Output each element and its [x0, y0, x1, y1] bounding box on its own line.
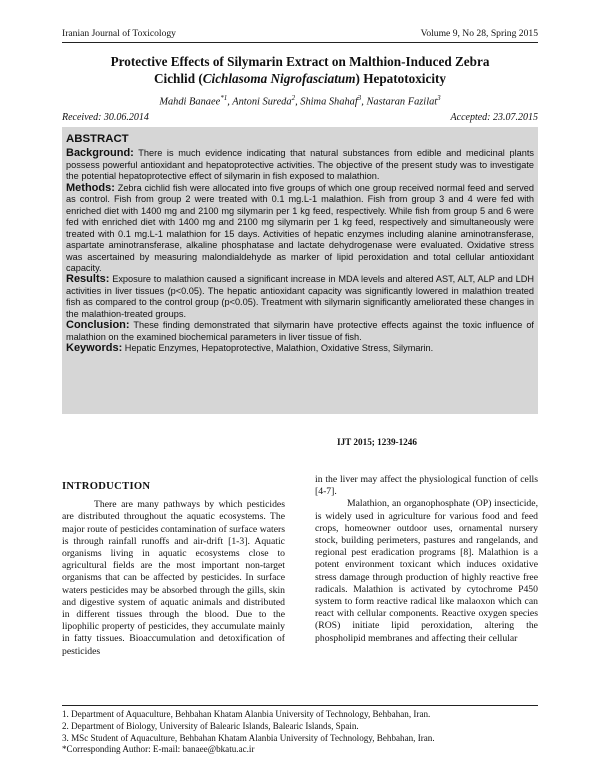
- title-line-2: Cichlid (Cichlasoma Nigrofasciatum) Hepatotoxicity: [154, 71, 446, 86]
- abstract-conclusion: Conclusion: These finding demonstrated that silymarin have protective effects against the toxic influence of malathion on the examined biochemical parameters in liver tissue of fish.: [66, 319, 534, 342]
- abstract-keywords: Keywords: Hepatic Enzymes, Hepatoprotective, Malathion, Oxidative Stress, Silymarin.: [66, 342, 434, 355]
- abstract-background: Background: There is much evidence indicating that natural substances from edible and medicinal plants possess powerful antioxidant and hepatoprotective activities. The objective of the present study was to investigate the potential hepatoprotective effect of silymarin in fish exposed to malathion.: [66, 147, 534, 182]
- intro-paragraph: There are many pathways by which pesticides are distributed throughout the aquatic ecosystems. The major route of pesticides contamination of surface waters is through rainfall runoffs and air-drift [1-3]. Aquatic organisms living in aquatic ecosystems close to agricultural fields are the most important non-target organisms that can be affected by pesticides. In surface waters pesticides may be absorbed through the gills, skin and digestive system of aquatic animals and distributed in different tissues through the blood. Due to the lipophilic property of pesticides, they accumulate mainly in fatty tissues. Bioaccumulation and detoxification of pesticides: [62, 499, 285, 657]
- paper-title: [62, 53, 538, 87]
- footnote-divider: [62, 705, 538, 706]
- abstract-results: Results: Exposure to malathion caused a significant increase in MDA levels and altered AST, ALT, ALP and LDH activities in liver tissues (p<0.05). The hepatic antioxidant capacity was significantly lowered in malathion treated fish as compared to the control group (p<0.05). Treatment with silymarin significantly ameliorated these changes in the malathion-treated groups.: [66, 273, 534, 319]
- left-column: [62, 474, 285, 658]
- title-line-1: Protective Effects of Silymarin Extract on Malthion-Induced Zebra: [110, 54, 490, 69]
- author-list: Mahdi Banaee$^{*1}$, Antoni Sureda$^2$, Shima Shahaf$^3$, Nastaran Fazilat$^3$: [159, 94, 441, 108]
- citation-line: IJT 2015; 1239-1246: [337, 437, 417, 447]
- footnote: 3. MSc Student of Aquaculture, Behbahan Khatam Alanbia University of Technology, Behbahan, Iran.: [62, 732, 435, 743]
- author: Nastaran Fazilat: [366, 96, 438, 108]
- author: Shima Shahaf: [300, 96, 358, 108]
- abstract-box: [62, 127, 538, 414]
- author: Antoni Sureda: [232, 96, 292, 108]
- footnotes: [62, 709, 542, 756]
- abstract-heading: ABSTRACT: [66, 133, 129, 145]
- footnote: 1. Department of Aquaculture, Behbahan Khatam Alanbia University of Technology, Behbahan, Iran.: [62, 709, 431, 719]
- malathion-paragraph: Malathion, an organophosphate (OP) insecticide, is widely used in agriculture for various food and feed crops, homeowner outdoor uses, ornamental nursery stock, building perimeters, pastures and rangelands, and regional pest eradication programs [8]. Malathion is a potent environment toxicant which induces oxidative stress damage through production of highly reactive free radicals. Malathion is activated by cytochrome P450 system to form reactive radical like malaoxon which can react with cellular components. Reactive oxygen species (ROS) initiate lipid peroxidation, altering the phospholipid membranes and affecting their cellular: [315, 498, 538, 644]
- volume-info: Volume 9, No 28, Spring 2015: [420, 28, 538, 39]
- right-column: [315, 474, 538, 645]
- abstract-methods: Methods: Zebra cichlid fish were allocated into five groups of which one group received normal feed and served as control. Fish from group 2 were treated with 0.1 mg.L-1 malathion. Fish from group 3 and 4 were fed with enriched diet with 1400 mg and 2100 mg silymarin per 1 kg feed, respectively. While fish from group 5 and 6 were fed with enriched diet with 1400 mg and 2100 mg silymarin per 1 kg feed, respectively and simultaneously were treated with 0.1 mg.L-1 malathion for 15 days. Activities of hepatic enzymes including alanine aminotransferase, aspartate aminotransferase, alkaline phosphatase and lactate dehydrogenase were evaluated. Oxidative stress was ascertained by measuring malondialdehyde as marker of lipid peroxidation and total cellular antioxidant capacity.: [66, 181, 534, 273]
- journal-name: Iranian Journal of Toxicology: [62, 28, 176, 39]
- species-name: Cichlasoma Nigrofasciatum: [202, 71, 356, 86]
- continued-paragraph: in the liver may affect the physiological function of cells [4-7].: [315, 474, 538, 498]
- corresponding-author: *Corresponding Author: E-mail: banaee@bkatu.ac.ir: [62, 744, 255, 755]
- accepted-date: Accepted: 23.07.2015: [450, 112, 538, 123]
- running-header: [62, 28, 538, 39]
- introduction-heading: INTRODUCTION: [62, 481, 151, 492]
- author: Mahdi Banaee: [159, 96, 221, 108]
- header-divider: [62, 42, 538, 43]
- footnote: 2. Department of Biology, University of Balearic Islands, Balearic Islands, Spain.: [62, 720, 359, 731]
- article-dates: [62, 112, 538, 123]
- received-date: Received: 30.06.2014: [62, 112, 149, 123]
